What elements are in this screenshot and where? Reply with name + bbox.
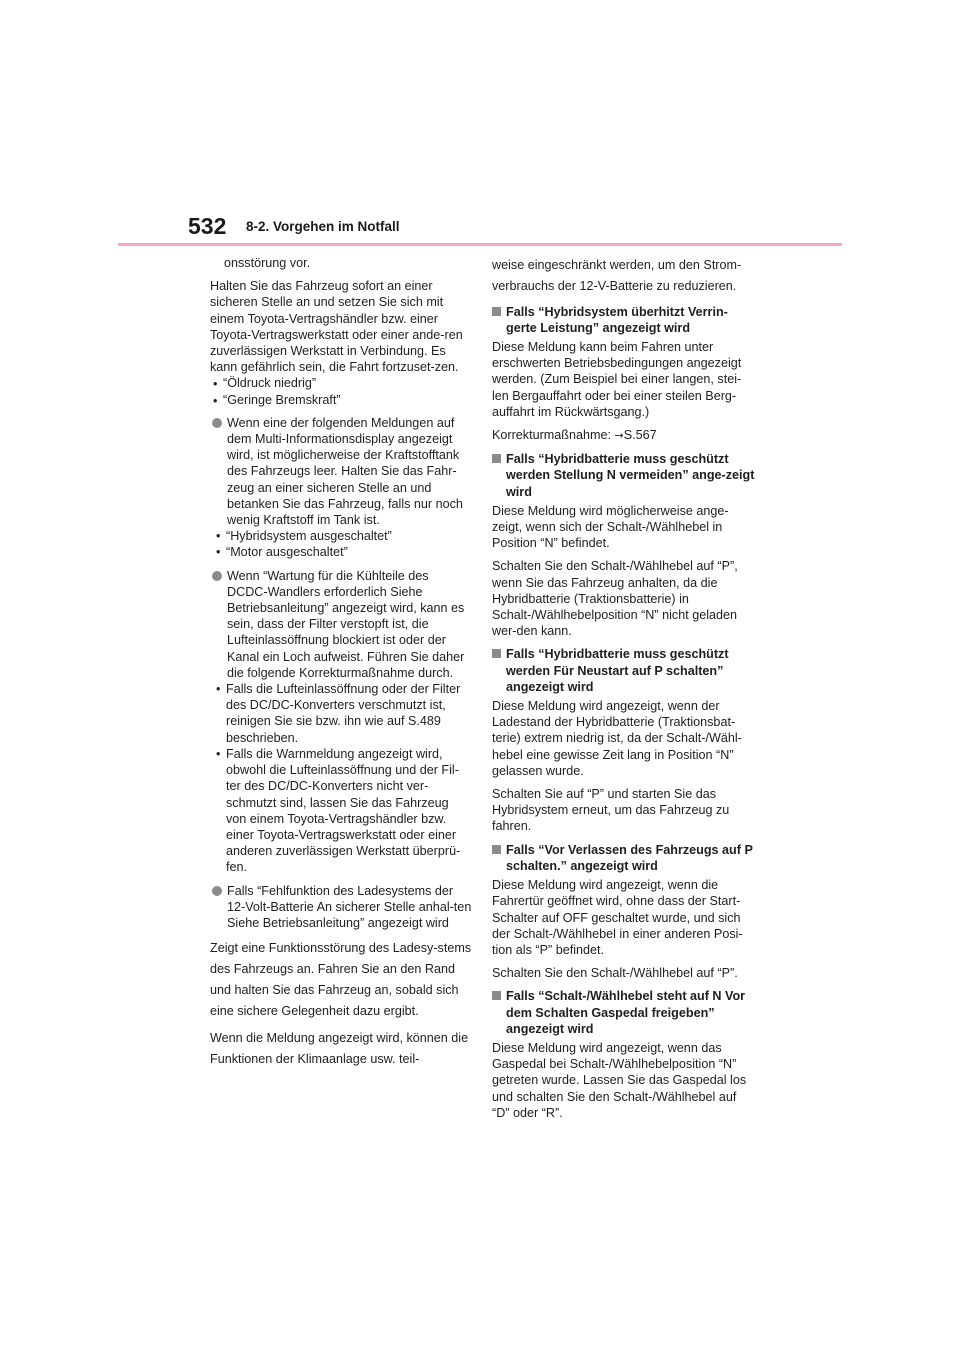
bullet-text: Wenn “Wartung für die Kühlteile des DCDC-Wandlers erforderlich Siehe Betriebsanleitung” angezeigt wird, kann es sein, dass der Filter verstopft ist, die Lufteinlassöffnung blockiert ist oder der Kanal ein Loch aufweist. Führen Sie daher die folgende Korrekturmaßnahme durch. — [227, 568, 465, 680]
list-item-text: Falls die Warnmeldung angezeigt wird, obwohl die Lufteinlassöffnung und der Fil-ter des DC/DC-Konverters nicht ver-schmutzt sind, lassen Sie das Fahrzeug von einem Toyota-Vertragshändler bzw. einer Toyota-Vertragswerkstatt oder einer anderen zuverlässigen Werkstatt überprü-fen. — [226, 746, 461, 875]
square-bullet-icon — [492, 649, 501, 658]
list-item — [210, 393, 341, 407]
bullet-mark: • — [213, 393, 218, 408]
bullet-item — [210, 568, 472, 876]
list-item — [213, 544, 472, 560]
paragraph: Diese Meldung wird angezeigt, wenn der Ladestand der Hybridbatterie (Traktionsbat-terie) extrem niedrig ist, da der Schalt-/Wähl-hebel eine gewisse Zeit lang in Position “N” gelassen wurde. — [492, 699, 742, 778]
list-item — [213, 681, 472, 746]
arrow-right-icon: → — [614, 429, 624, 443]
square-bullet-icon — [492, 845, 501, 854]
paragraph-text: Halten Sie das Fahrzeug sofort an einer sicheren Stelle an und setzen Sie sich mit einem Toyota-Vertragshändler bzw. einer Toyota-Vertragswerkstatt oder einer ande-ren zuverlässigen Werkstatt in Verbindung. Es kann gefährlich sein, die Fahrt fortzuset-zen. — [210, 279, 463, 375]
paragraph: Diese Meldung wird angezeigt, wenn das Gaspedal bei Schalt-/Wählhebelposition “N” getreten wurde. Lassen Sie das Gaspedal los und schalten Sie den Schalt-/Wählhebel auf “D” oder “R”. — [492, 1040, 747, 1120]
list-item-text: “Geringe Bremskraft” — [223, 392, 341, 407]
paragraph: Schalten Sie den Schalt-/Wählhebel auf “P”, wenn Sie das Fahrzeug anhalten, da die Hybridbatterie (Traktionsbatterie) in Schalt-/Wählhebelposition “N” nicht geladen wer-den kann. — [492, 559, 738, 639]
list-item-text: “Hybridsystem ausgeschaltet” — [226, 529, 392, 544]
bullet-item — [210, 883, 472, 932]
paragraph: Wenn die Meldung angezeigt wird, können die Funktionen der Klimaanlage usw. teil- — [210, 1031, 469, 1067]
bullet-mark: • — [216, 746, 221, 761]
list-item-text: Falls die Lufteinlassöffnung oder der Filter des DC/DC-Konverters verschmutzt ist, reinigen Sie sie bzw. ihn wie auf S.489 beschrieben. — [226, 682, 461, 745]
heading-text: Falls “Schalt-/Wählhebel steht auf N Vor dem Schalten Gaspedal freigeben” angezeigt wird — [506, 989, 746, 1036]
paragraph: Diese Meldung wird angezeigt, wenn die Fahrertür geöffnet wird, ohne dass der Start-Schalter auf OFF geschaltet wurde, und sich der Schalt-/Wählhebel in einer anderen Posi-tion als “P” befindet. — [492, 878, 743, 957]
bullet-text: Falls “Fehlfunktion des Ladesystems der 12-Volt-Batterie An sicherer Stelle anhal-ten Siehe Betriebsanleitung” angezeigt wird — [227, 883, 472, 930]
paragraph — [492, 427, 757, 444]
square-bullet-icon — [492, 991, 501, 1000]
paragraph — [210, 278, 472, 408]
paragraph: weise eingeschränkt werden, um den Strom-verbrauchs der 12-V-Batterie zu reduzieren. — [492, 258, 742, 293]
bullet-mark: • — [216, 682, 221, 697]
circle-bullet-icon — [212, 886, 222, 896]
page-reference-link[interactable]: S.567 — [623, 428, 657, 443]
bullet-mark: • — [216, 545, 221, 560]
list-item — [213, 528, 472, 544]
heading-text: Falls “Hybridbatterie muss geschützt werden Stellung N vermeiden” ange-zeigt wird — [506, 452, 755, 499]
bullet-mark: • — [216, 529, 221, 544]
circle-bullet-icon — [212, 418, 222, 428]
left-column — [210, 255, 472, 1077]
list-item-text: “Motor ausgeschaltet” — [226, 545, 348, 560]
bullet-text: Wenn eine der folgenden Meldungen auf dem Multi-Informationsdisplay angezeigt wird, ist möglicherweise der Kraftstofftank des Fahrzeugs leer. Halten Sie das Fahr-zeug an einer sicheren Stelle an und betanken Sie das Fahrzeug, falls nur noch wenig Kraftstoff im Tank ist. — [227, 415, 463, 528]
section-heading — [492, 842, 757, 874]
square-bullet-icon — [492, 307, 501, 316]
section-heading — [492, 988, 757, 1037]
right-column — [492, 255, 757, 1128]
heading-text: Falls “Hybridbatterie muss geschützt werden Für Neustart auf P schalten” angezeigt wird — [506, 647, 729, 694]
section-heading — [492, 646, 757, 695]
paragraph: Schalten Sie den Schalt-/Wählhebel auf “P”. — [492, 966, 738, 981]
section-title: 8-2. Vorgehen im Notfall — [246, 219, 400, 234]
bullet-item — [210, 415, 472, 561]
paragraph: onsstörung vor. — [224, 256, 311, 270]
label-text: Korrekturmaßnahme: — [492, 428, 615, 443]
section-heading — [492, 451, 757, 500]
square-bullet-icon — [492, 454, 501, 463]
page-number: 532 — [188, 213, 227, 239]
list-item — [213, 746, 472, 876]
paragraph: Diese Meldung wird möglicherweise ange-zeigt, wenn sich der Schalt-/Wählhebel in Position “N” befindet. — [492, 503, 729, 551]
list-item-text: “Öldruck niedrig” — [223, 376, 317, 391]
heading-text: Falls “Vor Verlassen des Fahrzeugs auf P schalten.” angezeigt wird — [506, 842, 753, 873]
bullet-mark: • — [213, 377, 218, 392]
paragraph: Schalten Sie auf “P” und starten Sie das Hybridsystem erneut, um das Fahrzeug zu fahren. — [492, 787, 730, 834]
list-item — [210, 376, 316, 390]
paragraph: Zeigt eine Funktionsstörung des Ladesy-stems des Fahrzeugs an. Fahren Sie an den Rand und halten Sie das Fahrzeug an, sobald sich eine sichere Gelegenheit dazu ergibt. — [210, 941, 472, 1018]
circle-bullet-icon — [212, 571, 222, 581]
heading-text: Falls “Hybridsystem überhitzt Verrin-gerte Leistung” angezeigt wird — [506, 304, 728, 335]
section-heading — [492, 304, 757, 336]
paragraph: Diese Meldung kann beim Fahren unter erschwerten Betriebsbedingungen angezeigt werden. (Zum Beispiel bei einer langen, stei-len Bergauffahrt oder bei einer steilen Berg-auffahrt im Rückwärtsgang.) — [492, 340, 742, 419]
header-rule — [118, 243, 842, 246]
